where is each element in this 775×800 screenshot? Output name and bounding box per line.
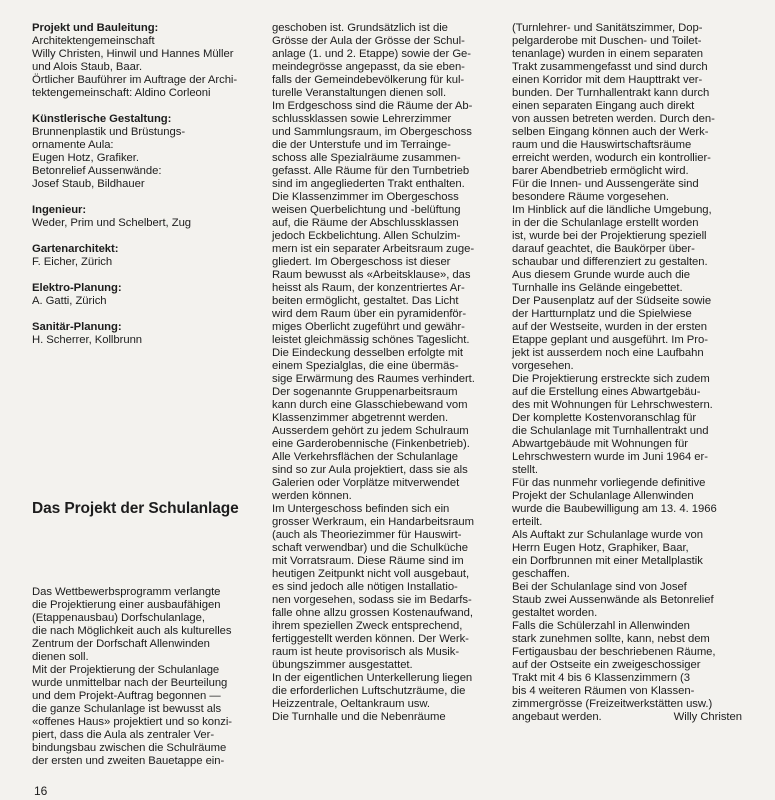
text-line: meindegrösse angepasst, da sie eben- xyxy=(272,61,465,73)
text-line: selben Eingang können auch der Werk- xyxy=(512,126,709,138)
credit-line: Betonrelief Aussenwände: xyxy=(32,165,162,177)
text-line: sige Erwärmung des Raumes verhindert. xyxy=(272,373,475,385)
text-line: darauf geachtet, die Baukörper über- xyxy=(512,243,695,255)
text-line: die erforderlichen Luftschutzräume, die xyxy=(272,685,466,697)
text-line: des mit Wohnungen für Lehrschwestern. xyxy=(512,399,713,411)
credit-heading: Projekt und Bauleitung: xyxy=(32,22,159,34)
text-line: Etappe geplant und ausgeführt. Im Pro- xyxy=(512,334,708,346)
credit-spacer xyxy=(32,100,268,113)
text-line: schaubar und differenziert zu gestalten. xyxy=(512,256,708,268)
text-line: besondere Räume vorgesehen. xyxy=(512,191,669,203)
text-line: heisst als Raum, der konzentriertes Ar- xyxy=(272,282,465,294)
text-line: Im Hinblick auf die ländliche Umgebung, xyxy=(512,204,712,216)
text-line: falle ohne allzu grossen Kostenaufwand, xyxy=(272,607,473,619)
section-title: Das Projekt der Schulanlage xyxy=(32,500,239,517)
text-line: der Hartturnplatz und die Spielwiese xyxy=(512,308,692,320)
credit-line: ornamente Aula: xyxy=(32,139,114,151)
text-line: dienen soll. xyxy=(32,651,89,663)
text-line: beiten ermöglicht, gestaltet. Das Licht xyxy=(272,295,459,307)
text-line: Falls die Schülerzahl in Allenwinden xyxy=(512,620,690,632)
text-line: der ersten und zweiten Bauetappe ein- xyxy=(32,755,225,767)
text-line: piert, dass die Aula als zentraler Ver- xyxy=(32,729,215,741)
text-line: wird dem Raum über ein pyramidenför- xyxy=(272,308,467,320)
text-line: raum und die Hauswirtschaftsräume xyxy=(512,139,692,151)
text-line: heutigen Zeitpunkt nicht voll ausgebaut, xyxy=(272,568,470,580)
text-line: von aussen betreten werden. Durch den- xyxy=(512,113,715,125)
text-line: es sind jedoch alle nötigen Installatio- xyxy=(272,581,458,593)
credit-line: Brunnenplastik und Brüstungs- xyxy=(32,126,186,138)
credit-line: Josef Staub, Bildhauer xyxy=(32,178,145,190)
text-line: die Projektierung einer ausbaufähigen xyxy=(32,599,221,611)
credits-column xyxy=(32,22,268,347)
text-line: Fertigausbau der beschriebenen Räume, xyxy=(512,646,716,658)
page-number: 16 xyxy=(34,784,48,798)
credit-line: F. Eicher, Zürich xyxy=(32,256,113,268)
text-line: stellt. xyxy=(512,464,539,476)
closing-line xyxy=(512,711,742,724)
text-line: wurde unmittelbar nach der Beurteilung xyxy=(32,677,228,689)
text-line: Mit der Projektierung der Schulanlage xyxy=(32,664,220,676)
credit-spacer xyxy=(32,269,268,282)
credit-spacer xyxy=(32,230,268,243)
column-3-lines xyxy=(512,22,752,711)
text-line: Heizzentrale, Oeltankraum usw. xyxy=(272,698,430,710)
text-line: die nach Möglichkeit auch als kulturelles xyxy=(32,625,232,637)
text-line: Für das nunmehr vorliegende definitive xyxy=(512,477,706,489)
text-line: erteilt. xyxy=(512,516,543,528)
text-line: Im Erdgeschoss sind die Räume der Ab- xyxy=(272,100,473,112)
text-line: auf, die Räume der Abschlussklassen xyxy=(272,217,459,229)
text-line: einem Spezialglas, die eine übermäs- xyxy=(272,360,459,372)
text-line: nen vorgesehen, sodass sie im Bedarfs- xyxy=(272,594,472,606)
text-line: barer Abendbetrieb ermöglicht wird. xyxy=(512,165,689,177)
text-line: Im Untergeschoss befinden sich ein xyxy=(272,503,450,515)
text-line: Klassenzimmer abgetrennt werden. xyxy=(272,412,449,424)
credit-line: Willy Christen, Hinwil und Hannes Müller xyxy=(32,48,234,60)
text-line: zimmergrösse (Freizeitwerkstätten usw.) xyxy=(512,698,713,710)
text-line: Aus diesem Grunde wurde auch die xyxy=(512,269,690,281)
text-line: werden können. xyxy=(272,490,352,502)
text-line: Herrn Eugen Hotz, Graphiker, Baar, xyxy=(512,542,689,554)
text-line: Trakt mit 4 bis 6 Klassenzimmern (3 xyxy=(512,672,691,684)
text-line: bindungsbau zwischen die Schulräume xyxy=(32,742,227,754)
text-line: jekt ist ausserdem noch eine Laufbahn xyxy=(512,347,704,359)
text-line: auf die Erstellung eines Abwartgebäu- xyxy=(512,386,701,398)
text-line: bunden. Der Turnhallentrakt kann durch xyxy=(512,87,710,99)
text-line: Bei der Schulanlage sind von Josef xyxy=(512,581,687,593)
credit-heading: Elektro-Planung: xyxy=(32,282,122,294)
text-line: Ausserdem gehört zu jedem Schulraum xyxy=(272,425,469,437)
credit-line: Weder, Prim und Schelbert, Zug xyxy=(32,217,192,229)
text-line: gefasst. Alle Räume für den Turnbetrieb xyxy=(272,165,470,177)
text-line: stark zunehmen sollte, kann, nebst dem xyxy=(512,633,710,645)
text-line: gliedert. Im Obergeschoss ist dieser xyxy=(272,256,451,268)
text-line: pelgarderobe mit Duschen- und Toilet- xyxy=(512,35,702,47)
text-line: geschaffen. xyxy=(512,568,570,580)
text-line: ist, wurde bei der Projektierung speziell xyxy=(512,230,707,242)
text-line: sind so zur Aula projektiert, dass sie als xyxy=(272,464,468,476)
text-line: eine Garderobennische (Finkenbetrieb). xyxy=(272,438,470,450)
text-line: Galerien oder Vorplätze mitverwendet xyxy=(272,477,460,489)
credit-line: Örtlicher Bauführer im Auftrage der Archi- xyxy=(32,74,238,86)
text-line: gestaltet worden. xyxy=(512,607,598,619)
text-line: fertiggestellt werden können. Der Werk- xyxy=(272,633,469,645)
credit-heading: Künstlerische Gestaltung: xyxy=(32,113,172,125)
credit-line: A. Gatti, Zürich xyxy=(32,295,107,307)
text-line: raum ist heute provisorisch als Musik- xyxy=(272,646,460,658)
text-line: ein Dorfbrunnen mit einer Metallplastik xyxy=(512,555,703,567)
text-line: Der komplette Kostenvoranschlag für xyxy=(512,412,697,424)
text-line: (auch als Theoriezimmer für Hauswirt- xyxy=(272,529,462,541)
credit-line: Architektengemeinschaft xyxy=(32,35,155,47)
text-line: Trakt zusammengefasst und sind durch xyxy=(512,61,708,73)
text-line: Der Pausenplatz auf der Südseite sowie xyxy=(512,295,712,307)
closing-text: angebaut werden. xyxy=(512,711,602,723)
text-line: mit Vorratsraum. Diese Räume sind im xyxy=(272,555,464,567)
text-line: wurde die Baubewilligung am 13. 4. 1966 xyxy=(512,503,717,515)
text-line: «offenes Haus» projektiert und so konzi- xyxy=(32,716,232,728)
text-line: jedoch Eckbelichtung. Allen Schulzim- xyxy=(272,230,461,242)
text-line: Der sogenannte Gruppenarbeitsraum xyxy=(272,386,458,398)
text-line: (Etappenausbau) Dorfschulanlage, xyxy=(32,612,205,624)
text-line: falls der Gemeindebevölkerung für kul- xyxy=(272,74,465,86)
text-line: ihrem speziellen Zweck entsprechend, xyxy=(272,620,463,632)
text-line: einen separaten Eingang auch direkt xyxy=(512,100,695,112)
credit-line: und Alois Staub, Baar. xyxy=(32,61,143,73)
text-line: Lehrschwestern wurde im Juni 1964 er- xyxy=(512,451,708,463)
text-line: und dem Projekt-Auftrag begonnen — xyxy=(32,690,221,702)
text-line: Zentrum der Dorfschaft Allenwinden xyxy=(32,638,210,650)
text-line: in der die Schulanlage erstellt worden xyxy=(512,217,699,229)
text-line: turelle Veranstaltungen dienen soll. xyxy=(272,87,447,99)
text-line: Abwartgebäude mit Wohnungen für xyxy=(512,438,688,450)
credit-heading: Ingenieur: xyxy=(32,204,87,216)
text-line: vorgesehen. xyxy=(512,360,574,372)
text-line: schoss alle Spezialräume zusammen- xyxy=(272,152,461,164)
credit-line: tektengemeinschaft: Aldino Corleoni xyxy=(32,87,211,99)
credit-spacer xyxy=(32,191,268,204)
text-line: Die Turnhalle und die Nebenräume xyxy=(272,711,446,723)
text-line: übungszimmer ausgestattet. xyxy=(272,659,413,671)
credit-heading: Sanitär-Planung: xyxy=(32,321,122,333)
text-line: Für die Innen- und Aussengeräte sind xyxy=(512,178,699,190)
text-line: In der eigentlichen Unterkellerung liegen xyxy=(272,672,473,684)
text-line: grosser Werkraum, ein Handarbeitsraum xyxy=(272,516,474,528)
author-signature: Willy Christen xyxy=(673,711,742,723)
text-line: Das Wettbewerbsprogramm verlangte xyxy=(32,586,221,598)
text-line: mern ist ein separater Arbeitsraum zuge- xyxy=(272,243,475,255)
text-line: (Turnlehrer- und Sanitätszimmer, Dop- xyxy=(512,22,703,34)
text-line: tenanlage) wurden in einem separaten xyxy=(512,48,704,60)
text-line: Grösse der Aula der Grösse der Schul- xyxy=(272,35,465,47)
text-line: erreicht werden, wodurch ein kontrollier- xyxy=(512,152,711,164)
credit-heading: Gartenarchitekt: xyxy=(32,243,119,255)
text-line: kann durch eine Glasschiebewand vom xyxy=(272,399,468,411)
intro-text-column xyxy=(32,586,268,768)
text-line: die ganze Schulanlage ist bewusst als xyxy=(32,703,222,715)
credit-spacer xyxy=(32,308,268,321)
text-line: Als Auftakt zur Schulanlage wurde von xyxy=(512,529,703,541)
text-line: Turnhalle ins Gelände eingebettet. xyxy=(512,282,683,294)
text-line: Staub zwei Aussenwände als Betonrelief xyxy=(512,594,714,606)
text-line: geschoben ist. Grundsätzlich ist die xyxy=(272,22,448,34)
credit-line: H. Scherrer, Kollbrunn xyxy=(32,334,143,346)
text-line: weisen Querbelichtung und -belüftung xyxy=(272,204,461,216)
text-line: Alle Verkehrsflächen der Schulanlage xyxy=(272,451,458,463)
text-line: einen Korridor mit dem Haupttrakt ver- xyxy=(512,74,703,86)
text-line: schlussklassen sowie Lehrerzimmer xyxy=(272,113,452,125)
text-line: auf der Westseite, wurden in der ersten xyxy=(512,321,708,333)
text-line: Projekt der Schulanlage Allenwinden xyxy=(512,490,694,502)
text-line: sind im angegliederten Trakt enthalten. xyxy=(272,178,465,190)
text-line: schaft verwendbar) und die Schulküche xyxy=(272,542,468,554)
text-line: Die Eindeckung desselben erfolgte mit xyxy=(272,347,463,359)
text-line: anlage (1. und 2. Etappe) sowie der Ge- xyxy=(272,48,472,60)
text-line: bis 4 weiteren Räumen von Klassen- xyxy=(512,685,695,697)
text-column-3 xyxy=(512,22,752,724)
text-line: Raum bewusst als «Arbeitsklause», das xyxy=(272,269,471,281)
text-line: miges Oberlicht zugeführt und gewähr- xyxy=(272,321,465,333)
text-line: leistet gleichmässig schönes Tageslicht. xyxy=(272,334,470,346)
text-line: die Schulanlage mit Turnhallentrakt und xyxy=(512,425,709,437)
text-line: Die Klassenzimmer im Obergeschoss xyxy=(272,191,459,203)
text-line: Die Projektierung erstreckte sich zudem xyxy=(512,373,710,385)
text-line: die der Unterstufe und im Terrainge- xyxy=(272,139,451,151)
text-line: auf der Ostseite ein zweigeschossiger xyxy=(512,659,701,671)
credit-line: Eugen Hotz, Grafiker. xyxy=(32,152,139,164)
text-column-2 xyxy=(272,22,506,724)
text-line: und Sammlungsraum, im Obergeschoss xyxy=(272,126,472,138)
